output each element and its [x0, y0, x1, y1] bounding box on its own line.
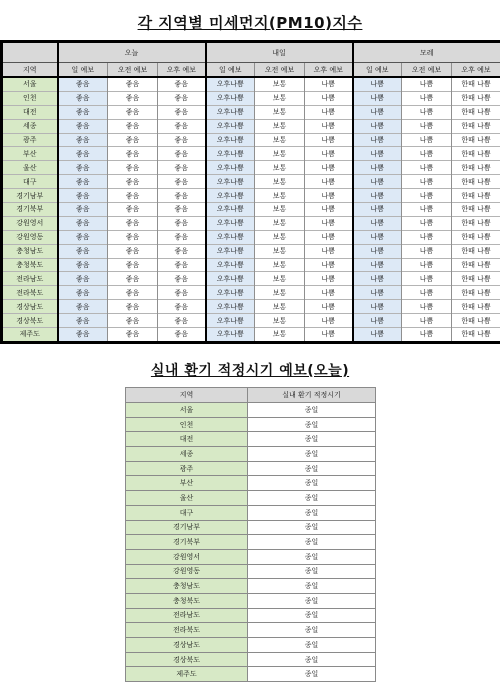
table-row	[2, 314, 500, 328]
forecast-cell: 오후나쁨	[206, 189, 255, 203]
table-row	[126, 623, 376, 638]
forecast-cell: 나쁨	[305, 258, 353, 272]
forecast-cell: 한때 나쁨	[452, 105, 500, 119]
table-row	[2, 147, 500, 161]
forecast-cell: 나쁨	[353, 189, 402, 203]
day-header: 모레	[353, 42, 500, 63]
forecast-cell: 보통	[255, 230, 305, 244]
column-header: 일 예보	[58, 63, 108, 78]
forecast-cell: 좋음	[108, 286, 158, 300]
forecast-cell: 좋음	[158, 133, 206, 147]
table-row	[126, 417, 376, 432]
header-corner-cell	[2, 42, 58, 63]
region-cell: 광주	[126, 461, 248, 476]
forecast-cell: 나쁨	[353, 91, 402, 105]
region-cell: 경기남부	[126, 520, 248, 535]
forecast-cell: 나쁨	[402, 272, 452, 286]
table-row	[126, 608, 376, 623]
forecast-cell: 좋음	[158, 147, 206, 161]
forecast-cell: 좋음	[158, 91, 206, 105]
region-cell: 대구	[126, 505, 248, 520]
region-cell: 경기북부	[126, 535, 248, 550]
forecast-cell: 나쁨	[402, 105, 452, 119]
forecast-cell: 보통	[255, 133, 305, 147]
forecast-cell: 나쁨	[353, 175, 402, 189]
forecast-cell: 오후나쁨	[206, 105, 255, 119]
forecast-cell: 좋음	[58, 77, 108, 91]
region-cell: 경상남도	[2, 300, 58, 314]
table-row	[126, 564, 376, 579]
table-row	[2, 272, 500, 286]
forecast-cell: 좋음	[58, 175, 108, 189]
forecast-cell: 나쁨	[353, 244, 402, 258]
forecast-cell: 나쁨	[402, 175, 452, 189]
forecast-cell: 좋음	[108, 272, 158, 286]
forecast-cell: 나쁨	[353, 161, 402, 175]
forecast-cell: 좋음	[158, 230, 206, 244]
forecast-cell: 좋음	[158, 77, 206, 91]
forecast-cell: 오후나쁨	[206, 328, 255, 343]
region-cell: 전라남도	[2, 272, 58, 286]
forecast-cell: 좋음	[58, 203, 108, 217]
forecast-cell: 보통	[255, 286, 305, 300]
forecast-cell: 좋음	[108, 133, 158, 147]
region-cell: 경기북부	[2, 203, 58, 217]
forecast-cell: 좋음	[108, 300, 158, 314]
ventilation-cell: 종일	[248, 476, 376, 491]
region-cell: 세종	[2, 119, 58, 133]
forecast-cell: 나쁨	[305, 216, 353, 230]
table-row	[2, 175, 500, 189]
forecast-cell: 나쁨	[353, 147, 402, 161]
forecast-cell: 좋음	[58, 133, 108, 147]
forecast-cell: 오후나쁨	[206, 314, 255, 328]
forecast-cell: 좋음	[58, 244, 108, 258]
table-row	[126, 593, 376, 608]
region-cell: 부산	[2, 147, 58, 161]
region-cell: 대전	[2, 105, 58, 119]
forecast-cell: 보통	[255, 161, 305, 175]
forecast-cell: 좋음	[108, 189, 158, 203]
ventilation-cell: 종일	[248, 417, 376, 432]
region-cell: 울산	[2, 161, 58, 175]
forecast-cell: 오후나쁨	[206, 244, 255, 258]
ventilation-cell: 종일	[248, 638, 376, 653]
column-header: 지역	[126, 388, 248, 403]
region-cell: 강원영동	[126, 564, 248, 579]
table-row	[2, 258, 500, 272]
ventilation-cell: 종일	[248, 579, 376, 594]
forecast-cell: 나쁨	[402, 91, 452, 105]
forecast-cell: 좋음	[58, 286, 108, 300]
forecast-cell: 나쁨	[305, 300, 353, 314]
table-row	[2, 300, 500, 314]
forecast-cell: 좋음	[158, 314, 206, 328]
forecast-cell: 보통	[255, 272, 305, 286]
forecast-cell: 나쁨	[353, 105, 402, 119]
region-cell: 강원영서	[126, 549, 248, 564]
table-row	[126, 535, 376, 550]
region-cell: 대전	[126, 432, 248, 447]
column-header: 오전 예보	[108, 63, 158, 78]
forecast-cell: 좋음	[108, 244, 158, 258]
table-row	[2, 216, 500, 230]
forecast-cell: 오후나쁨	[206, 91, 255, 105]
forecast-cell: 좋음	[108, 203, 158, 217]
page-title: 각 지역별 미세먼지(PM10)지수	[0, 12, 500, 33]
ventilation-cell: 종일	[248, 520, 376, 535]
region-cell: 대구	[2, 175, 58, 189]
forecast-cell: 좋음	[158, 216, 206, 230]
forecast-cell: 좋음	[158, 175, 206, 189]
forecast-cell: 나쁨	[305, 119, 353, 133]
region-cell: 경상북도	[126, 652, 248, 667]
region-cell: 충청남도	[2, 244, 58, 258]
table-row	[126, 476, 376, 491]
forecast-cell: 좋음	[58, 272, 108, 286]
table-row	[2, 119, 500, 133]
table-row	[126, 461, 376, 476]
forecast-cell: 한때 나쁨	[452, 272, 500, 286]
forecast-cell: 나쁨	[402, 300, 452, 314]
column-header: 오후 예보	[158, 63, 206, 78]
forecast-cell: 좋음	[58, 161, 108, 175]
forecast-cell: 보통	[255, 91, 305, 105]
ventilation-cell: 종일	[248, 667, 376, 682]
forecast-cell: 좋음	[108, 175, 158, 189]
day-header: 오늘	[58, 42, 206, 63]
ventilation-cell: 종일	[248, 564, 376, 579]
forecast-cell: 좋음	[58, 216, 108, 230]
forecast-cell: 좋음	[108, 161, 158, 175]
forecast-cell: 한때 나쁨	[452, 189, 500, 203]
forecast-cell: 한때 나쁨	[452, 314, 500, 328]
forecast-cell: 좋음	[58, 314, 108, 328]
forecast-cell: 나쁨	[305, 244, 353, 258]
column-header: 오후 예보	[305, 63, 353, 78]
forecast-cell: 좋음	[108, 119, 158, 133]
forecast-cell: 한때 나쁨	[452, 119, 500, 133]
forecast-cell: 나쁨	[305, 161, 353, 175]
forecast-cell: 좋음	[58, 258, 108, 272]
forecast-cell: 나쁨	[402, 244, 452, 258]
forecast-cell: 좋음	[158, 300, 206, 314]
day-header: 내일	[206, 42, 353, 63]
forecast-cell: 보통	[255, 203, 305, 217]
forecast-cell: 보통	[255, 328, 305, 343]
forecast-cell: 나쁨	[353, 203, 402, 217]
table-row	[126, 652, 376, 667]
forecast-cell: 나쁨	[402, 328, 452, 343]
table-row	[126, 667, 376, 682]
ventilation-cell: 종일	[248, 461, 376, 476]
forecast-cell: 한때 나쁨	[452, 300, 500, 314]
forecast-cell: 한때 나쁨	[452, 133, 500, 147]
region-cell: 경상남도	[126, 638, 248, 653]
forecast-cell: 오후나쁨	[206, 258, 255, 272]
forecast-cell: 오후나쁨	[206, 203, 255, 217]
forecast-cell: 보통	[255, 189, 305, 203]
ventilation-cell: 종일	[248, 447, 376, 462]
forecast-cell: 나쁨	[305, 314, 353, 328]
forecast-cell: 오후나쁨	[206, 216, 255, 230]
column-header: 일 예보	[353, 63, 402, 78]
region-cell: 충청남도	[126, 579, 248, 594]
forecast-cell: 나쁨	[305, 328, 353, 343]
forecast-cell: 좋음	[58, 300, 108, 314]
forecast-cell: 좋음	[58, 230, 108, 244]
forecast-cell: 좋음	[158, 328, 206, 343]
region-cell: 서울	[126, 403, 248, 418]
region-cell: 서울	[2, 77, 58, 91]
forecast-cell: 한때 나쁨	[452, 216, 500, 230]
forecast-cell: 나쁨	[402, 189, 452, 203]
forecast-cell: 보통	[255, 105, 305, 119]
forecast-cell: 나쁨	[353, 119, 402, 133]
forecast-cell: 나쁨	[305, 175, 353, 189]
forecast-cell: 오후나쁨	[206, 230, 255, 244]
forecast-cell: 한때 나쁨	[452, 77, 500, 91]
forecast-cell: 나쁨	[353, 300, 402, 314]
forecast-cell: 한때 나쁨	[452, 328, 500, 343]
ventilation-cell: 종일	[248, 608, 376, 623]
column-header: 오전 예보	[255, 63, 305, 78]
table-row	[2, 244, 500, 258]
table-row	[126, 638, 376, 653]
forecast-cell: 한때 나쁨	[452, 175, 500, 189]
forecast-cell: 좋음	[108, 328, 158, 343]
forecast-cell: 보통	[255, 119, 305, 133]
forecast-cell: 나쁨	[402, 314, 452, 328]
forecast-cell: 좋음	[108, 258, 158, 272]
forecast-cell: 한때 나쁨	[452, 203, 500, 217]
forecast-cell: 보통	[255, 244, 305, 258]
table-row	[2, 133, 500, 147]
forecast-cell: 보통	[255, 147, 305, 161]
forecast-cell: 나쁨	[305, 286, 353, 300]
forecast-cell: 좋음	[158, 258, 206, 272]
forecast-cell: 한때 나쁨	[452, 244, 500, 258]
region-cell: 경상북도	[2, 314, 58, 328]
forecast-cell: 나쁨	[402, 258, 452, 272]
table-row	[126, 432, 376, 447]
table-row	[2, 161, 500, 175]
forecast-cell: 나쁨	[305, 105, 353, 119]
forecast-cell: 나쁨	[402, 230, 452, 244]
header-row-days	[2, 42, 500, 63]
forecast-cell: 오후나쁨	[206, 161, 255, 175]
forecast-cell: 좋음	[158, 119, 206, 133]
forecast-cell: 나쁨	[305, 77, 353, 91]
forecast-cell: 나쁨	[305, 133, 353, 147]
ventilation-cell: 종일	[248, 549, 376, 564]
forecast-cell: 좋음	[58, 328, 108, 343]
region-cell: 전라북도	[2, 286, 58, 300]
ventilation-cell: 종일	[248, 623, 376, 638]
column-header: 오후 예보	[452, 63, 500, 78]
ventilation-cell: 종일	[248, 403, 376, 418]
header-row-columns	[2, 63, 500, 78]
table-row	[126, 549, 376, 564]
ventilation-cell: 종일	[248, 535, 376, 550]
table-row	[2, 189, 500, 203]
table-row	[2, 105, 500, 119]
table-row	[2, 91, 500, 105]
forecast-cell: 좋음	[108, 91, 158, 105]
forecast-cell: 한때 나쁨	[452, 230, 500, 244]
forecast-cell: 한때 나쁨	[452, 147, 500, 161]
forecast-cell: 나쁨	[305, 230, 353, 244]
forecast-cell: 한때 나쁨	[452, 258, 500, 272]
region-cell: 충청북도	[2, 258, 58, 272]
forecast-cell: 오후나쁨	[206, 272, 255, 286]
forecast-cell: 나쁨	[402, 286, 452, 300]
region-cell: 강원영서	[2, 216, 58, 230]
forecast-cell: 보통	[255, 258, 305, 272]
forecast-cell: 나쁨	[402, 119, 452, 133]
forecast-cell: 나쁨	[353, 258, 402, 272]
region-cell: 충청북도	[126, 593, 248, 608]
forecast-cell: 나쁨	[402, 133, 452, 147]
table-row	[2, 286, 500, 300]
region-cell: 인천	[2, 91, 58, 105]
forecast-cell: 나쁨	[402, 216, 452, 230]
region-cell: 강원영동	[2, 230, 58, 244]
forecast-cell: 좋음	[108, 105, 158, 119]
table-row	[126, 447, 376, 462]
region-cell: 전라북도	[126, 623, 248, 638]
forecast-cell: 보통	[255, 77, 305, 91]
ventilation-table	[125, 387, 376, 682]
ventilation-cell: 종일	[248, 432, 376, 447]
region-cell: 경기남부	[2, 189, 58, 203]
forecast-cell: 오후나쁨	[206, 286, 255, 300]
forecast-cell: 좋음	[158, 189, 206, 203]
forecast-cell: 나쁨	[305, 189, 353, 203]
forecast-cell: 좋음	[158, 272, 206, 286]
table-row	[126, 505, 376, 520]
region-cell: 인천	[126, 417, 248, 432]
ventilation-cell: 종일	[248, 505, 376, 520]
table-row	[126, 403, 376, 418]
region-cell: 제주도	[126, 667, 248, 682]
forecast-cell: 오후나쁨	[206, 77, 255, 91]
forecast-cell: 나쁨	[305, 91, 353, 105]
forecast-cell: 좋음	[158, 244, 206, 258]
forecast-cell: 좋음	[108, 314, 158, 328]
forecast-cell: 나쁨	[402, 161, 452, 175]
forecast-cell: 좋음	[58, 147, 108, 161]
region-cell: 울산	[126, 491, 248, 506]
forecast-cell: 좋음	[58, 189, 108, 203]
forecast-cell: 좋음	[158, 161, 206, 175]
forecast-cell: 좋음	[158, 203, 206, 217]
forecast-cell: 오후나쁨	[206, 119, 255, 133]
pm10-forecast-table	[0, 40, 500, 344]
forecast-cell: 좋음	[108, 147, 158, 161]
forecast-cell: 오후나쁨	[206, 147, 255, 161]
forecast-cell: 좋음	[58, 91, 108, 105]
ventilation-cell: 종일	[248, 652, 376, 667]
forecast-cell: 좋음	[58, 105, 108, 119]
forecast-cell: 나쁨	[353, 314, 402, 328]
forecast-cell: 좋음	[108, 216, 158, 230]
table-row	[126, 579, 376, 594]
header-row	[126, 388, 376, 403]
forecast-cell: 보통	[255, 175, 305, 189]
forecast-cell: 나쁨	[402, 77, 452, 91]
column-header: 오전 예보	[402, 63, 452, 78]
forecast-cell: 오후나쁨	[206, 175, 255, 189]
forecast-cell: 좋음	[158, 286, 206, 300]
forecast-cell: 오후나쁨	[206, 133, 255, 147]
forecast-cell: 나쁨	[353, 230, 402, 244]
forecast-cell: 한때 나쁨	[452, 161, 500, 175]
region-cell: 광주	[2, 133, 58, 147]
forecast-cell: 좋음	[58, 119, 108, 133]
table-row	[2, 328, 500, 343]
forecast-cell: 한때 나쁨	[452, 286, 500, 300]
forecast-cell: 좋음	[158, 105, 206, 119]
forecast-cell: 나쁨	[353, 328, 402, 343]
region-cell: 제주도	[2, 328, 58, 343]
table-row	[126, 491, 376, 506]
section-title: 실내 환기 적정시기 예보(오늘)	[0, 360, 500, 380]
forecast-cell: 나쁨	[305, 203, 353, 217]
forecast-cell: 좋음	[108, 77, 158, 91]
forecast-cell: 나쁨	[353, 286, 402, 300]
forecast-cell: 보통	[255, 314, 305, 328]
forecast-cell: 나쁨	[402, 147, 452, 161]
forecast-cell: 좋음	[108, 230, 158, 244]
region-cell: 세종	[126, 447, 248, 462]
region-cell: 전라남도	[126, 608, 248, 623]
forecast-cell: 나쁨	[353, 216, 402, 230]
ventilation-cell: 종일	[248, 491, 376, 506]
forecast-cell: 나쁨	[402, 203, 452, 217]
region-header: 지역	[2, 63, 58, 78]
ventilation-cell: 종일	[248, 593, 376, 608]
forecast-cell: 나쁨	[353, 133, 402, 147]
forecast-cell: 나쁨	[305, 272, 353, 286]
forecast-cell: 오후나쁨	[206, 300, 255, 314]
forecast-cell: 나쁨	[353, 272, 402, 286]
forecast-cell: 보통	[255, 216, 305, 230]
region-cell: 부산	[126, 476, 248, 491]
forecast-cell: 한때 나쁨	[452, 91, 500, 105]
table-row	[2, 203, 500, 217]
table-row	[2, 230, 500, 244]
column-header: 일 예보	[206, 63, 255, 78]
table-row	[2, 77, 500, 91]
forecast-cell: 보통	[255, 300, 305, 314]
table-row	[126, 520, 376, 535]
column-header: 실내 환기 적정시기	[248, 388, 376, 403]
forecast-cell: 나쁨	[353, 77, 402, 91]
forecast-cell: 나쁨	[305, 147, 353, 161]
